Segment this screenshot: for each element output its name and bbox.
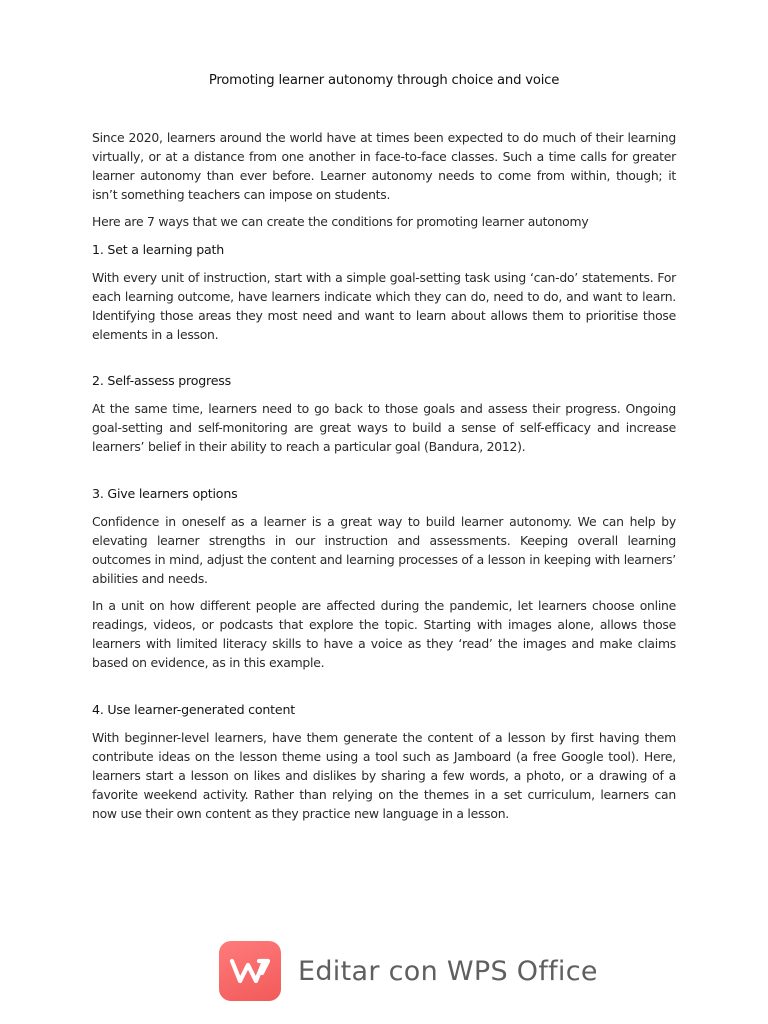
section-paragraph: With every unit of instruction, start with a simple goal-setting task using ‘can-do’ statements. For each learning outcome, have learners indicate which they can do, need to do, and want to learn. Identifying those areas they most need and want to learn about allows them to prioritise those elements in a lesson. — [92, 270, 676, 342]
intro-paragraph: Since 2020, learners around the world have at times been expected to do much of their learning virtually, or at a distance from one another in face-to-face classes. Such a time calls for greater learner autonomy than ever before. Learner autonomy needs to come from within, though; it isn’t something teachers can impose on students. — [92, 130, 676, 202]
wps-edit-link[interactable]: Editar con WPS Office — [298, 955, 598, 987]
wps-watermark[interactable] — [219, 941, 598, 1001]
section-heading: 3. Give learners options — [92, 486, 238, 501]
section-heading: 4. Use learner-generated content — [92, 702, 295, 717]
wps-logo-icon — [219, 941, 281, 1001]
section-paragraph: At the same time, learners need to go back to those goals and assess their progress. Ongoing goal-setting and self-monitoring are great ways to build a sense of self-efficacy and increase learners’ belief in their ability to reach a particular goal (Bandura, 2012). — [92, 401, 676, 454]
section-paragraph: With beginner-level learners, have them generate the content of a lesson by first having them contribute ideas on the lesson theme using a tool such as Jamboard (a free Google tool). Here, learners start a lesson on likes and dislikes by sharing a few words, a photo, or a drawing of a favorite weekend activity. Rather than relying on the themes in a set curriculum, learners can now use their own content as they practice new language in a lesson. — [92, 730, 676, 821]
section-heading: 2. Self-assess progress — [92, 373, 232, 388]
section-paragraph: Confidence in oneself as a learner is a great way to build learner autonomy. We can help by elevating learner strengths in our instruction and assessments. Keeping overall learning outcomes in mind, adjust the content and learning processes of a lesson in keeping with learners’ abilities and needs. — [92, 514, 676, 586]
section-paragraph: In a unit on how different people are affected during the pandemic, let learners choose online readings, videos, or podcasts that explore the topic. Starting with images alone, allows those learners with limited literacy skills to have a voice as they ‘read’ the images and make claims based on evidence, as in this example. — [92, 598, 676, 670]
section-heading: 1. Set a learning path — [92, 242, 225, 257]
intro-paragraph: Here are 7 ways that we can create the conditions for promoting learner autonomy — [92, 214, 589, 229]
document-title: Promoting learner autonomy through choice and voice — [208, 73, 560, 88]
document-body — [92, 128, 676, 823]
